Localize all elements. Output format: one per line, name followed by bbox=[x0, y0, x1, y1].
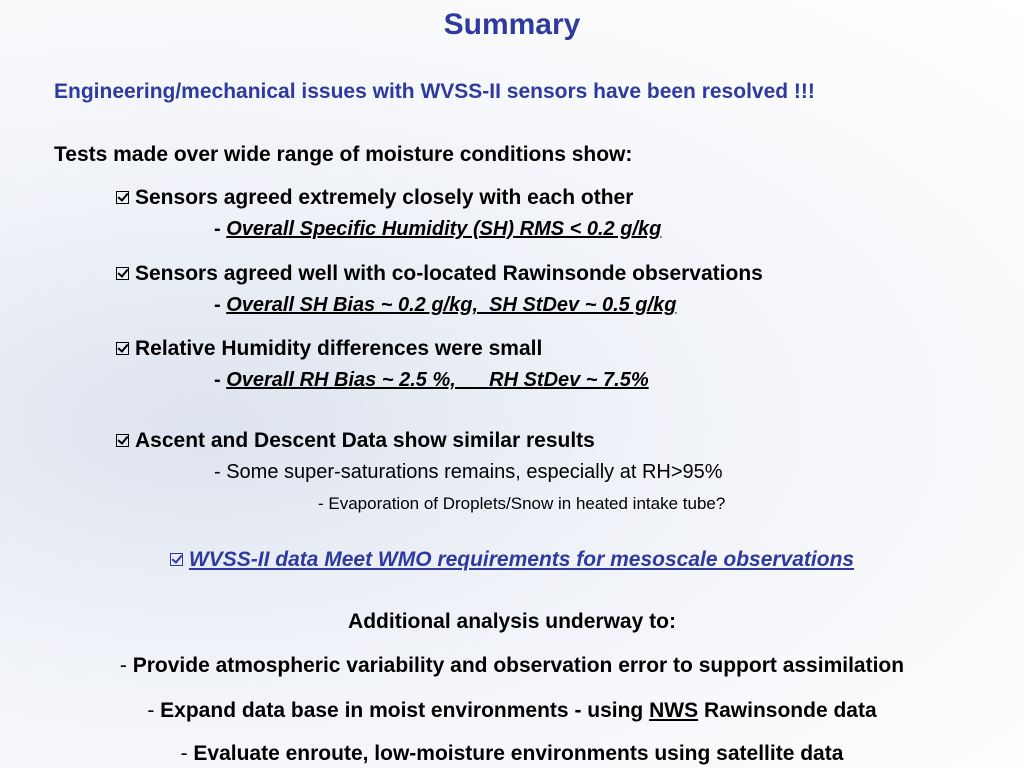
finding-subdetail: - Evaporation of Droplets/Snow in heated intake tube? bbox=[318, 494, 726, 513]
finding-label: Relative Humidity differences were small bbox=[135, 337, 543, 360]
analysis-item-text: Provide atmospheric variability and observation error to support assimilation bbox=[132, 654, 905, 677]
analysis-item-text-after: Rawinsonde data bbox=[698, 699, 877, 722]
finding-item bbox=[116, 429, 595, 453]
detail-prefix: - bbox=[214, 218, 227, 240]
finding-label: Sensors agreed well with co-located Rawinsonde observations bbox=[135, 262, 763, 285]
checkbox-checked-icon bbox=[116, 434, 129, 447]
finding-item bbox=[116, 186, 633, 210]
analysis-item bbox=[0, 654, 1024, 678]
detail-text: Overall Specific Humidity (SH) RMS < 0.2 g/kg bbox=[226, 218, 662, 240]
analysis-item bbox=[0, 742, 1024, 766]
nws-link-text: NWS bbox=[649, 699, 699, 722]
finding-label: Sensors agreed extremely closely with each other bbox=[135, 186, 634, 209]
finding-label: Ascent and Descent Data show similar results bbox=[135, 429, 595, 452]
finding-detail: - Some super-saturations remains, especially at RH>95% bbox=[214, 461, 723, 483]
slide-title: Summary bbox=[443, 8, 581, 41]
wmo-statement-text: WVSS-II data Meet WMO requirements for mesoscale observations bbox=[188, 548, 855, 571]
wmo-statement bbox=[0, 548, 1024, 572]
detail-prefix: - bbox=[214, 369, 227, 391]
analysis-heading bbox=[0, 610, 1024, 634]
finding-item bbox=[116, 337, 542, 361]
headline: Engineering/mechanical issues with WVSS-II sensors have been resolved !!! bbox=[54, 80, 815, 103]
finding-detail bbox=[214, 294, 676, 317]
checkbox-checked-icon bbox=[170, 553, 183, 566]
detail-text: Overall SH Bias ~ 0.2 g/kg, SH StDev ~ 0.5 g/kg bbox=[226, 294, 677, 316]
analysis-item-text: Evaluate enroute, low-moisture environments using satellite data bbox=[193, 742, 844, 765]
detail-text: Overall RH Bias ~ 2.5 %, RH StDev ~ 7.5% bbox=[226, 369, 649, 391]
finding-detail bbox=[214, 218, 661, 241]
analysis-item-prefix: - bbox=[147, 699, 161, 722]
analysis-item-text: Expand data base in moist environments - using bbox=[160, 699, 650, 722]
checkbox-checked-icon bbox=[116, 342, 129, 355]
checkbox-checked-icon bbox=[116, 191, 129, 204]
analysis-heading-text: Additional analysis underway to: bbox=[348, 610, 676, 633]
analysis-item-prefix: - bbox=[180, 742, 194, 765]
finding-item bbox=[116, 262, 763, 286]
tests-heading: Tests made over wide range of moisture conditions show: bbox=[54, 143, 633, 166]
analysis-item bbox=[0, 699, 1024, 723]
detail-prefix: - bbox=[214, 294, 227, 316]
checkbox-checked-icon bbox=[116, 267, 129, 280]
analysis-item-prefix: - bbox=[119, 654, 133, 677]
finding-detail bbox=[214, 369, 649, 392]
